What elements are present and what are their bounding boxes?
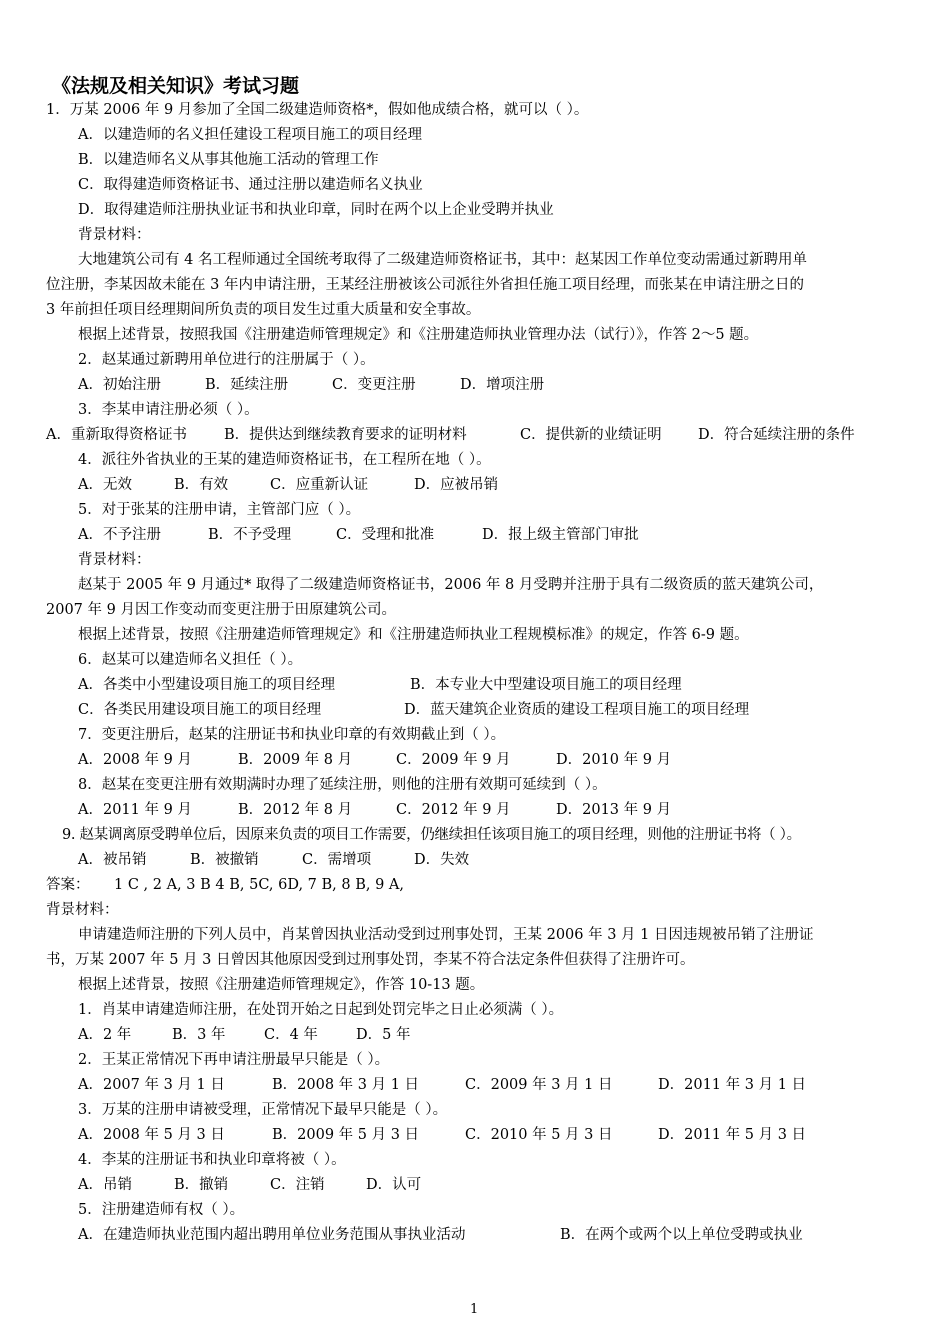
background-3-label: 背景材料： [46,902,119,918]
question-11-option-d: D．2011 年 3 月 1 日 [658,1077,807,1093]
background-2-label: 背景材料： [78,552,151,568]
background-3-text-line-2: 书，万某 2007 年 5 月 3 日曾因其他原因受到过刑事处罚，李某不符合法定条件但获得了注册许可。 [46,952,695,968]
question-13-option-a: A．吊销 [78,1177,132,1193]
question-7-stem: 7．变更注册后，赵某的注册证书和执业印章的有效期截止到（ ）。 [78,727,506,743]
background-2-text-line-2: 2007 年 9 月因工作变动而变更注册于田原建筑公司。 [46,602,396,618]
question-4-option-b: B．有效 [174,477,229,493]
question-3-option-a: A．重新取得资格证书 [46,427,187,443]
background-1-intro: 根据上述背景，按照我国《注册建造师管理规定》和《注册建造师执业管理办法（试行）》，作答 2～5 题。 [78,327,759,343]
question-12-option-a: A．2008 年 5 月 3 日 [78,1127,225,1143]
question-8-option-b: B．2012 年 8 月 [238,802,353,818]
question-12-option-b: B．2009 年 5 月 3 日 [272,1127,420,1143]
question-6-option-d: D．蓝天建筑企业资质的建设工程项目施工的项目经理 [404,702,750,718]
question-5-option-b: B．不予受理 [208,527,292,543]
question-9-option-c: C．需增项 [302,852,372,868]
question-3-option-b: B．提供达到继续教育要求的证明材料 [224,427,467,443]
question-7-option-d: D．2010 年 9 月 [556,752,672,768]
question-1-option-a: A．以建造师的名义担任建设工程项目施工的项目经理 [78,127,422,143]
question-11-option-c: C．2009 年 3 月 1 日 [465,1077,613,1093]
question-1-stem: 1．万某 2006 年 9 月参加了全国二级建造师资格*，假如他成绩合格，就可以（ ）。 [46,102,589,118]
question-14-option-a: A．在建造师执业范围内超出聘用单位业务范围从事执业活动 [78,1227,466,1243]
question-5-stem: 5．对于张某的注册申请，主管部门应（ ）。 [78,502,361,518]
question-4-stem: 4．派往外省执业的王某的建造师资格证书，在工程所在地（ ）。 [78,452,491,468]
question-10-option-c: C．4 年 [264,1027,318,1043]
question-10-stem: 1．肖某申请建造师注册，在处罚开始之日起到处罚完毕之日止必须满（ ）。 [78,1002,564,1018]
question-1-option-d: D．取得建造师注册执业证书和执业印章，同时在两个以上企业受聘并执业 [78,202,554,218]
question-14-stem: 5．注册建造师有权（ ）。 [78,1202,245,1218]
question-2-stem: 2．赵某通过新聘用单位进行的注册属于（ ）。 [78,352,375,368]
question-9-option-b: B．被撤销 [190,852,259,868]
question-3-option-d: D．符合延续注册的条件 [698,427,855,443]
question-4-option-d: D．应被吊销 [414,477,499,493]
question-11-option-b: B．2008 年 3 月 1 日 [272,1077,420,1093]
question-13-option-c: C．注销 [270,1177,325,1193]
question-12-option-c: C．2010 年 5 月 3 日 [465,1127,613,1143]
background-1-label: 背景材料： [78,227,151,243]
page-title: 《法规及相关知识》考试习题 [52,75,300,97]
question-14-option-b: B．在两个或两个以上单位受聘或执业 [560,1227,803,1243]
page-number: 1 [470,1302,479,1317]
question-9-option-d: D．失效 [414,852,470,868]
question-5-option-c: C．受理和批准 [336,527,435,543]
question-2-option-d: D．增项注册 [460,377,545,393]
background-3-text-line-1: 申请建造师注册的下列人员中，肖某曾因执业活动受到过刑事处罚，王某 2006 年 3 月 1 日因违规被吊销了注册证 [78,927,814,943]
question-5-option-a: A．不予注册 [78,527,161,543]
background-2-intro: 根据上述背景，按照《注册建造师管理规定》和《注册建造师执业工程规模标准》的规定，作答 6-9 题。 [78,627,749,643]
background-1-text-line-3: 3 年前担任项目经理期间所负责的项目发生过重大质量和安全事故。 [46,302,481,318]
question-6-option-a: A．各类中小型建设项目施工的项目经理 [78,677,335,693]
question-7-option-a: A．2008 年 9 月 [78,752,192,768]
question-9-option-a: A．被吊销 [78,852,147,868]
question-7-option-b: B．2009 年 8 月 [238,752,353,768]
question-3-option-c: C．提供新的业绩证明 [520,427,662,443]
question-2-option-b: B．延续注册 [205,377,289,393]
question-9-stem: 9. 赵某调离原受聘单位后，因原来负责的项目工作需要，仍继续担任该项目施工的项目经理，则他的注册证书将（ ）。 [62,827,801,843]
question-6-option-c: C．各类民用建设项目施工的项目经理 [78,702,322,718]
question-12-stem: 3．万某的注册申请被受理，正常情况下最早只能是（ ）。 [78,1102,448,1118]
background-3-intro: 根据上述背景，按照《注册建造师管理规定》，作答 10-13 题。 [78,977,485,993]
question-4-option-a: A．无效 [78,477,132,493]
question-6-stem: 6．赵某可以建造师名义担任（ ）。 [78,652,303,668]
question-10-option-d: D．5 年 [356,1027,411,1043]
question-13-option-b: B．撤销 [174,1177,229,1193]
question-1-option-b: B．以建造师名义从事其他施工活动的管理工作 [78,152,379,168]
background-1-text-line-1: 大地建筑公司有 4 名工程师通过全国统考取得了二级建造师资格证书，其中：赵某因工作单位变动需通过新聘用单 [78,252,807,268]
question-10-option-b: B．3 年 [172,1027,226,1043]
question-8-option-c: C．2012 年 9 月 [396,802,511,818]
question-13-stem: 4．李某的注册证书和执业印章将被（ ）。 [78,1152,346,1168]
background-2-text-line-1: 赵某于 2005 年 9 月通过* 取得了二级建造师资格证书，2006 年 8 月受聘并注册于具有二级资质的蓝天建筑公司， [78,577,824,593]
question-2-option-a: A．初始注册 [78,377,161,393]
question-6-option-b: B．本专业大中型建设项目施工的项目经理 [410,677,682,693]
answer-key-value: 1 C , 2 A, 3 B 4 B, 5C, 6D, 7 B, 8 B, 9 A, [114,877,404,893]
question-13-option-d: D．认可 [366,1177,422,1193]
question-11-option-a: A．2007 年 3 月 1 日 [78,1077,225,1093]
question-7-option-c: C．2009 年 9 月 [396,752,511,768]
question-8-option-a: A．2011 年 9 月 [78,802,192,818]
question-11-stem: 2．王某正常情况下再申请注册最早只能是（ ）。 [78,1052,390,1068]
question-5-option-d: D．报上级主管部门审批 [482,527,639,543]
question-4-option-c: C．应重新认证 [270,477,369,493]
question-8-stem: 8．赵某在变更注册有效期满时办理了延续注册，则他的注册有效期可延续到（ ）。 [78,777,607,793]
question-12-option-d: D．2011 年 5 月 3 日 [658,1127,807,1143]
question-8-option-d: D．2013 年 9 月 [556,802,672,818]
question-10-option-a: A．2 年 [78,1027,132,1043]
background-1-text-line-2: 位注册，李某因故未能在 3 年内申请注册，王某经注册被该公司派往外省担任施工项目经理，而张某在申请注册之日的 [46,277,804,293]
question-2-option-c: C．变更注册 [332,377,416,393]
answer-key-label: 答案： [46,877,90,893]
question-1-option-c: C．取得建造师资格证书、通过注册以建造师名义执业 [78,177,423,193]
question-3-stem: 3．李某申请注册必须（ ）。 [78,402,259,418]
